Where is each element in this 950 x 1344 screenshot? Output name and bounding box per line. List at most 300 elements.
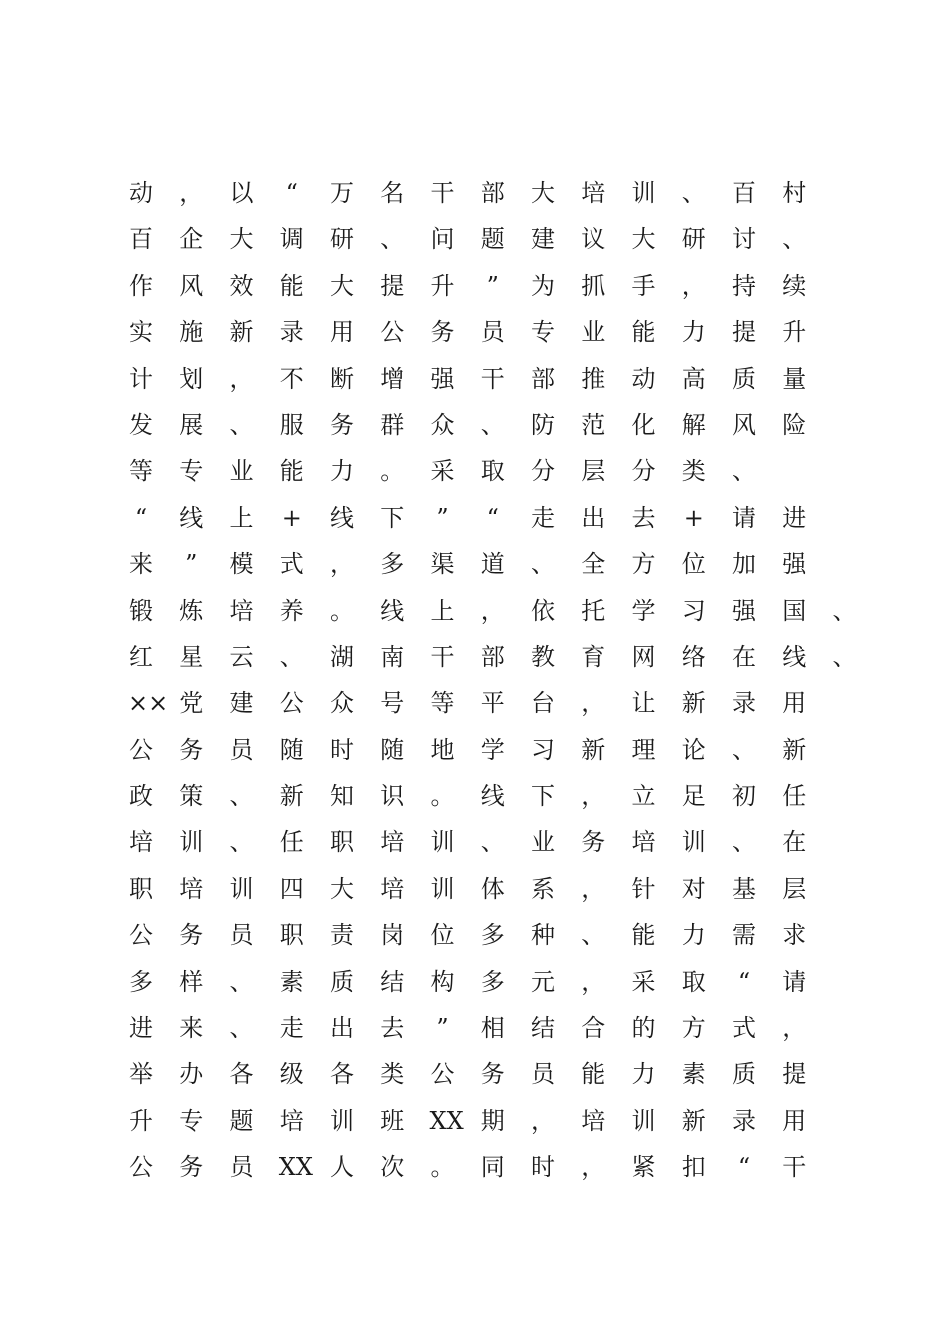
- text-char: 提: [732, 318, 756, 347]
- text-line: [128, 866, 848, 912]
- text-char: 样: [179, 967, 204, 996]
- text-char: ，: [581, 689, 606, 718]
- text-char: 手: [631, 271, 656, 300]
- text-line: [128, 773, 848, 819]
- text-char: 员: [229, 921, 254, 950]
- text-char: “: [486, 503, 499, 532]
- text-char: 炼: [179, 596, 204, 625]
- text-line: [128, 634, 857, 680]
- text-char: 务: [179, 735, 204, 764]
- text-char: 号: [380, 689, 405, 718]
- text-char: 、: [531, 550, 555, 579]
- text-char: 质: [330, 967, 354, 996]
- text-char: 、: [279, 642, 304, 671]
- text-char: 干: [430, 642, 455, 671]
- text-char: 力: [681, 921, 706, 950]
- text-char: ，: [229, 364, 254, 393]
- text-char: 让: [631, 689, 656, 718]
- text-line: [128, 1098, 848, 1144]
- text-char: 位: [430, 921, 455, 950]
- text-char: 万: [330, 179, 354, 207]
- text-char: 训: [631, 1106, 656, 1135]
- text-char: 模: [229, 550, 254, 579]
- text-char: 道: [480, 550, 505, 579]
- text-char: ，: [581, 782, 606, 811]
- text-char: 训: [179, 828, 204, 857]
- text-line: [128, 263, 848, 309]
- text-char: 大: [330, 874, 354, 903]
- text-char: 力: [330, 457, 354, 486]
- text-char: 、: [782, 225, 807, 254]
- text-char: 任: [279, 828, 304, 857]
- text-char: 、: [732, 735, 756, 764]
- text-char: 扣: [681, 1153, 706, 1182]
- text-char: 公: [279, 689, 304, 718]
- text-char: 用: [782, 1106, 807, 1135]
- text-char: 职: [279, 921, 304, 950]
- text-char: 、: [229, 828, 254, 857]
- text-char: 结: [531, 1014, 555, 1043]
- text-line: [128, 727, 848, 773]
- text-char: “: [737, 1153, 751, 1182]
- text-char: 业: [531, 828, 555, 857]
- text-char: 、: [229, 1014, 254, 1043]
- text-char: 研: [330, 225, 354, 254]
- text-char: 、: [480, 410, 505, 439]
- text-char: ，: [782, 1014, 807, 1043]
- text-char: 线: [179, 503, 204, 532]
- text-char: 责: [330, 921, 354, 950]
- text-char: 四: [279, 874, 304, 903]
- text-char: 升: [129, 1106, 153, 1135]
- text-char: 国: [782, 596, 807, 625]
- text-char: 断: [330, 364, 354, 393]
- text-char: 足: [681, 782, 706, 811]
- text-char: 培: [279, 1106, 304, 1135]
- text-char: 全: [581, 550, 606, 579]
- text-char: 问: [430, 225, 455, 254]
- text-char: 取: [480, 457, 505, 486]
- text-char: 干: [430, 179, 455, 207]
- text-char: 部: [480, 642, 505, 671]
- text-char: “: [737, 967, 751, 996]
- text-char: 、: [229, 967, 254, 996]
- text-char: 提: [782, 1060, 807, 1089]
- text-char: 续: [782, 271, 807, 300]
- text-char: 教: [531, 642, 555, 671]
- text-char: 议: [581, 225, 606, 254]
- text-char: 基: [732, 874, 756, 903]
- text-char: 务: [430, 318, 455, 347]
- text-char: 星: [179, 642, 204, 671]
- text-char: 位: [681, 550, 706, 579]
- text-char: 。: [330, 596, 354, 625]
- text-char: 托: [581, 596, 606, 625]
- text-char: 强: [430, 364, 455, 393]
- text-char: 的: [631, 1014, 656, 1043]
- text-char: ，: [581, 967, 606, 996]
- text-char: 平: [480, 689, 505, 718]
- text-char: 各: [330, 1060, 354, 1089]
- text-char: 时: [330, 735, 354, 764]
- text-char: 强: [732, 596, 756, 625]
- text-char: 合: [581, 1014, 606, 1043]
- text-char: 取: [681, 967, 706, 996]
- text-char: 网: [631, 642, 656, 671]
- text-char: 新: [229, 318, 254, 347]
- text-char: 知: [330, 782, 354, 811]
- text-char: 训: [430, 828, 455, 857]
- text-char: 村: [782, 179, 807, 207]
- text-char: 新: [279, 782, 304, 811]
- text-char: 施: [179, 318, 204, 347]
- text-char: 新: [782, 735, 807, 764]
- text-char: 各: [229, 1060, 254, 1089]
- text-line: [128, 680, 848, 726]
- text-char: 多: [480, 967, 505, 996]
- text-char: 等: [129, 457, 153, 486]
- text-char: 训: [681, 828, 706, 857]
- text-char: 方: [681, 1014, 706, 1043]
- text-char: 业: [581, 318, 606, 347]
- text-char: 在: [732, 642, 756, 671]
- text-char: 构: [430, 967, 455, 996]
- text-char: 采: [631, 967, 656, 996]
- text-char: 力: [681, 318, 706, 347]
- text-char: 增: [380, 364, 405, 393]
- text-char: 务: [480, 1060, 505, 1089]
- text-line: [128, 495, 848, 541]
- text-char: 为: [531, 271, 555, 300]
- text-char: 地: [430, 735, 455, 764]
- text-char: 务: [179, 921, 204, 950]
- text-char: +: [683, 503, 704, 532]
- text-char: 采: [430, 457, 455, 486]
- text-char: 众: [330, 689, 354, 718]
- text-char: 策: [179, 782, 204, 811]
- text-char: 培: [631, 828, 656, 857]
- text-char: 任: [782, 782, 807, 811]
- text-char: 务: [330, 410, 354, 439]
- text-char: ”: [436, 503, 449, 532]
- text-char: 期: [480, 1106, 505, 1135]
- text-char: 大: [330, 271, 354, 300]
- text-char: 线: [380, 596, 405, 625]
- text-char: 业: [229, 457, 254, 486]
- text-line: [128, 912, 848, 958]
- text-char: ，: [581, 874, 606, 903]
- text-char: 以: [229, 179, 254, 207]
- text-char: 险: [782, 410, 807, 439]
- text-char: 、: [581, 921, 606, 950]
- text-char: 相: [480, 1014, 505, 1043]
- text-char: 众: [430, 410, 455, 439]
- text-char: 部: [531, 364, 555, 393]
- text-char: 识: [380, 782, 405, 811]
- text-char: 培: [581, 179, 606, 207]
- text-char: 企: [179, 225, 204, 254]
- text-char: 来: [179, 1014, 204, 1043]
- text-line: [128, 959, 848, 1005]
- text-char: 新: [581, 735, 606, 764]
- text-char: 升: [430, 271, 455, 300]
- text-char: 岗: [380, 921, 405, 950]
- text-char: 力: [631, 1060, 656, 1089]
- body-text: [128, 170, 857, 1191]
- text-char: 式: [732, 1014, 756, 1043]
- text-char: 建: [531, 225, 555, 254]
- text-char: 动: [631, 364, 656, 393]
- text-char: XX: [278, 1153, 313, 1182]
- text-line: [128, 1005, 848, 1051]
- text-char: 动: [129, 179, 153, 207]
- text-char: 、: [229, 410, 254, 439]
- text-char: 效: [229, 271, 254, 300]
- text-char: 、: [732, 828, 756, 857]
- text-char: 解: [681, 410, 706, 439]
- text-char: 南: [380, 642, 405, 671]
- text-line: [128, 588, 857, 634]
- text-char: 走: [279, 1014, 304, 1043]
- text-char: 实: [129, 318, 153, 347]
- text-char: 公: [380, 318, 405, 347]
- text-char: 请: [782, 967, 807, 996]
- text-char: 专: [179, 457, 204, 486]
- text-char: 针: [631, 874, 656, 903]
- text-char: 素: [681, 1060, 706, 1089]
- text-char: 习: [531, 735, 555, 764]
- text-char: 作: [129, 271, 153, 300]
- text-char: 抓: [581, 271, 606, 300]
- text-char: 级: [279, 1060, 304, 1089]
- text-char: 录: [732, 689, 756, 718]
- text-char: 专: [531, 318, 555, 347]
- text-char: XX: [429, 1106, 464, 1135]
- text-char: 防: [531, 410, 555, 439]
- text-char: 下: [531, 782, 555, 811]
- text-char: 划: [179, 364, 204, 393]
- text-char: 大: [531, 179, 555, 207]
- text-char: 务: [581, 828, 606, 857]
- text-char: 元: [531, 967, 555, 996]
- text-char: 能: [279, 457, 304, 486]
- text-char: 、: [732, 457, 756, 486]
- text-char: 建: [229, 689, 254, 718]
- text-char: 部: [480, 179, 505, 207]
- text-char: ，: [480, 596, 505, 625]
- text-char: 题: [480, 225, 505, 254]
- text-char: 党: [179, 689, 204, 718]
- text-char: 务: [179, 1153, 204, 1182]
- text-char: 培: [380, 874, 405, 903]
- text-char: 持: [732, 271, 756, 300]
- text-char: 、: [832, 642, 857, 671]
- text-char: ，: [681, 271, 706, 300]
- text-char: 训: [631, 179, 656, 207]
- text-char: 素: [279, 967, 304, 996]
- text-line: [128, 309, 848, 355]
- text-char: 公: [129, 921, 153, 950]
- text-char: 湖: [330, 642, 354, 671]
- text-char: 类: [380, 1060, 405, 1089]
- text-char: 多: [480, 921, 505, 950]
- text-line: [128, 1144, 848, 1190]
- text-char: 、: [681, 179, 706, 207]
- text-char: 对: [681, 874, 706, 903]
- text-char: 依: [531, 596, 555, 625]
- text-char: 红: [129, 642, 153, 671]
- text-char: 渠: [430, 550, 455, 579]
- text-char: ”: [486, 271, 499, 300]
- text-char: 出: [330, 1014, 354, 1043]
- text-char: 发: [129, 410, 153, 439]
- text-char: 结: [380, 967, 405, 996]
- text-char: 员: [229, 735, 254, 764]
- text-char: 讨: [732, 225, 756, 254]
- text-char: 需: [732, 921, 756, 950]
- text-char: ”: [185, 550, 198, 579]
- text-char: 系: [531, 874, 555, 903]
- text-char: 、: [229, 782, 254, 811]
- text-char: 升: [782, 318, 807, 347]
- text-char: 求: [782, 921, 807, 950]
- text-char: 学: [631, 596, 656, 625]
- text-char: “: [285, 179, 298, 207]
- text-char: 式: [279, 550, 304, 579]
- text-char: 计: [129, 364, 153, 393]
- text-char: 提: [380, 271, 405, 300]
- text-char: 百: [732, 179, 756, 207]
- text-line: [128, 216, 848, 262]
- text-char: 学: [480, 735, 505, 764]
- text-char: 化: [631, 410, 656, 439]
- text-char: 人: [330, 1153, 354, 1182]
- text-char: 培: [179, 874, 204, 903]
- text-char: 同: [480, 1153, 505, 1182]
- text-char: 展: [179, 410, 204, 439]
- text-char: 养: [279, 596, 304, 625]
- text-char: 、: [480, 828, 505, 857]
- text-char: 层: [782, 874, 807, 903]
- text-char: 体: [480, 874, 505, 903]
- text-char: 多: [129, 967, 153, 996]
- text-char: 进: [129, 1014, 153, 1043]
- text-char: 大: [229, 225, 254, 254]
- text-char: 去: [631, 503, 656, 532]
- text-char: 录: [732, 1106, 756, 1135]
- text-char: 能: [279, 271, 304, 300]
- text-char: ，: [531, 1106, 555, 1135]
- text-char: 新: [681, 1106, 706, 1135]
- text-char: 走: [531, 503, 555, 532]
- text-char: 培: [380, 828, 405, 857]
- text-char: 用: [330, 318, 354, 347]
- text-char: 班: [380, 1106, 405, 1135]
- text-char: 办: [179, 1060, 204, 1089]
- text-char: 风: [732, 410, 756, 439]
- text-char: 大: [631, 225, 656, 254]
- text-char: 、: [380, 225, 405, 254]
- text-char: “: [134, 503, 148, 532]
- text-char: 录: [279, 318, 304, 347]
- text-char: ，: [330, 550, 354, 579]
- text-char: 不: [279, 364, 304, 393]
- text-char: 习: [681, 596, 706, 625]
- text-char: 锻: [129, 596, 153, 625]
- text-char: 、: [832, 596, 857, 625]
- text-char: 公: [430, 1060, 455, 1089]
- text-char: 线: [782, 642, 807, 671]
- text-char: 质: [732, 364, 756, 393]
- text-char: 加: [732, 550, 756, 579]
- text-char: 论: [681, 735, 706, 764]
- text-char: ，: [581, 1153, 606, 1182]
- text-line: [128, 1051, 848, 1097]
- text-char: 群: [380, 410, 405, 439]
- text-char: 训: [330, 1106, 354, 1135]
- text-char: 层: [581, 457, 606, 486]
- text-char: 举: [129, 1060, 153, 1089]
- text-char: 请: [732, 503, 756, 532]
- text-char: 风: [179, 271, 204, 300]
- text-char: 线: [330, 503, 354, 532]
- text-char: 干: [782, 1153, 807, 1182]
- text-char: 。: [430, 782, 455, 811]
- text-char: 能: [631, 318, 656, 347]
- text-char: 初: [732, 782, 756, 811]
- text-char: 政: [129, 782, 153, 811]
- text-char: 质: [732, 1060, 756, 1089]
- text-char: 紧: [631, 1153, 656, 1182]
- text-line: [128, 402, 848, 448]
- text-char: 时: [531, 1153, 555, 1182]
- text-char: 职: [129, 874, 153, 903]
- text-char: ，: [179, 179, 204, 207]
- text-char: 服: [279, 410, 304, 439]
- text-char: 题: [229, 1106, 254, 1135]
- text-char: 职: [330, 828, 354, 857]
- text-char: 高: [681, 364, 706, 393]
- text-char: 络: [681, 642, 706, 671]
- text-char: 类: [681, 457, 706, 486]
- text-char: 干: [480, 364, 505, 393]
- text-char: 训: [229, 874, 254, 903]
- text-char: 能: [581, 1060, 606, 1089]
- text-char: 。: [380, 457, 405, 486]
- text-char: 种: [531, 921, 555, 950]
- text-char: 公: [129, 735, 153, 764]
- text-char: 随: [380, 735, 405, 764]
- text-char: 立: [631, 782, 656, 811]
- text-char: 次: [380, 1153, 405, 1182]
- text-char: 新: [681, 689, 706, 718]
- text-char: 等: [430, 689, 455, 718]
- text-line: [128, 541, 848, 587]
- text-char: 百: [129, 225, 153, 254]
- text-char: 培: [229, 596, 254, 625]
- text-char: 分: [531, 457, 555, 486]
- text-char: 上: [229, 503, 254, 532]
- text-char: 下: [380, 503, 405, 532]
- text-char: 专: [179, 1106, 204, 1135]
- text-char: 研: [681, 225, 706, 254]
- text-char: 训: [430, 874, 455, 903]
- text-char: 方: [631, 550, 656, 579]
- text-char: 随: [279, 735, 304, 764]
- text-line: [128, 170, 848, 216]
- text-char: 强: [782, 550, 807, 579]
- text-char: +: [281, 503, 302, 532]
